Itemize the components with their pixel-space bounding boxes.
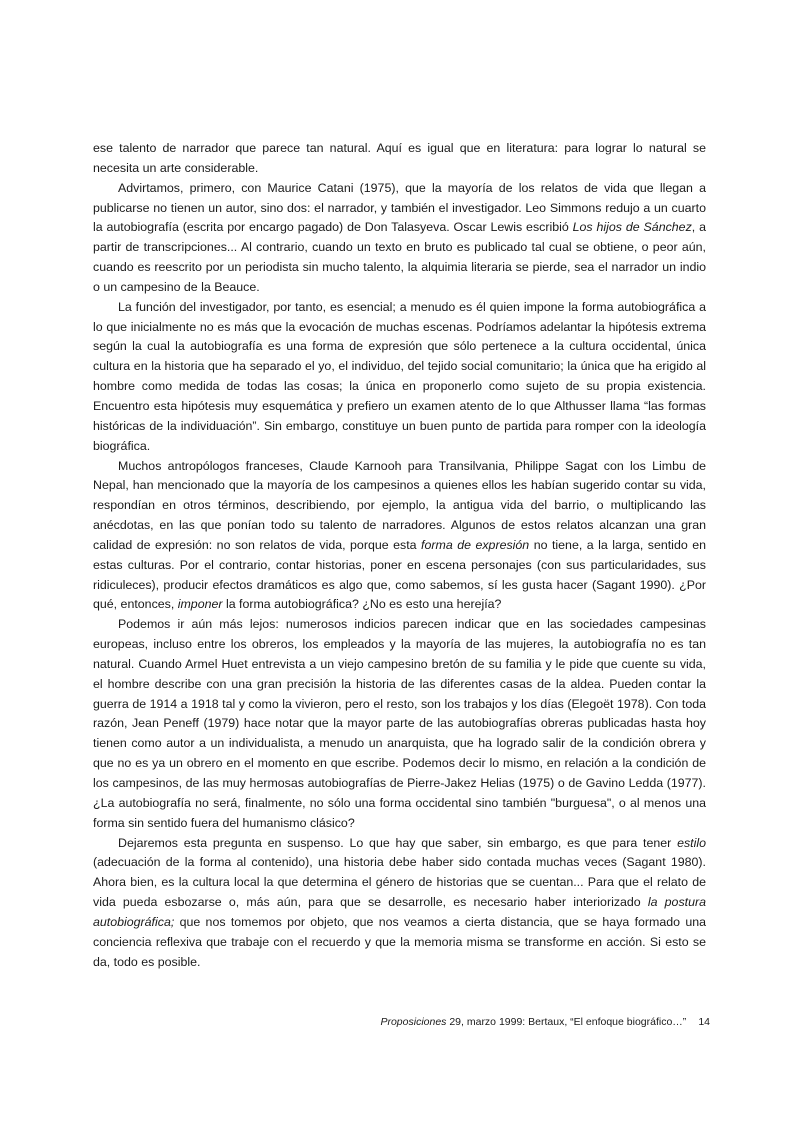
text-run: no tiene, a la larga, sentido en estas culturas. Por el contrario, contar historias, poner en escena personajes (con sus particularidades, sus ridiculeces), producir efectos dramáticos es algo que, como sabemos, sí les gusta hacer (Sagant 1990). ¿Por qué, entonces, [93, 537, 706, 612]
text-run: la forma autobiográfica? ¿No es esto una herejía? [222, 597, 502, 612]
paragraph [93, 298, 706, 457]
italic-text: imponer [177, 597, 223, 612]
footer-citation: 29, marzo 1999: Bertaux, “El enfoque biográfico…” [446, 1016, 687, 1028]
paragraph [93, 139, 706, 179]
body-text [93, 139, 706, 972]
paragraph [93, 457, 706, 616]
text-run: Muchos antropólogos franceses, Claude Karnooh para Transilvania, Philippe Sagat con los Limbu de Nepal, han mencionado que la mayoría de los campesinos a quienes ellos les habían sugerido contar su vida, respondían en otros términos, describiendo, por ejemplo, la antigua vida del barrio, o multiplicando las anécdotas, en las que ponían todo su talento de narradores. Algunos de estos relatos alcanzan una gran calidad de expresión: no son relatos de vida, porque esta [93, 458, 706, 552]
footer-journal: Proposiciones [380, 1016, 447, 1028]
text-run: Advirtamos, primero, con Maurice Catani (1975), que la mayoría de los relatos de vida que llegan a publicarse no tienen un autor, sino dos: el narrador, y también el investigador. Leo Simmons redujo a un cuarto la autobiografía (escrita por encargo pagado) de Don Talasyeva. Oscar Lewis escribió [93, 180, 706, 235]
page-footer [380, 1015, 710, 1029]
text-run: Dejaremos esta pregunta en suspenso. Lo que hay que saber, sin embargo, es que para tener [118, 835, 678, 850]
paragraph [93, 834, 706, 973]
text-run: La función del investigador, por tanto, es esencial; a menudo es él quien impone la forma autobiográfica a lo que inicialmente no es más que la evocación de muchas escenas. Podríamos adelantar la hipótesis extrema según la cual la autobiografía es una forma de expresión que sólo pertenece a la cultura occidental, única cultura en la historia que ha separado el yo, el individuo, del tejido social comunitario; la única que ha erigido al hombre como medida de todas las cosas; la única en proponerlo como sujeto de su propia existencia. Encuentro esta hipótesis muy esquemática y prefiero un examen atento de lo que Althusser llama “las formas históricas de la individuación”. Sin embargo, constituye un buen punto de partida para romper con la ideología biográfica. [93, 299, 706, 453]
page-number: 14 [698, 1016, 710, 1028]
text-run: que nos tomemos por objeto, que nos veamos a cierta distancia, que se haya formado una conciencia reflexiva que trabaje con el recuerdo y que la memoria misma se transforme en acción. Si esto se da, todo es posible. [93, 914, 706, 969]
paragraph [93, 615, 706, 833]
text-run: Podemos ir aún más lejos: numerosos indicios parecen indicar que en las sociedades campesinas europeas, incluso entre los obreros, los empleados y la mayoría de las mujeres, la autobiografía no es tan natural. Cuando Armel Huet entrevista a un viejo campesino bretón de su familia y le pide que cuente su vida, el hombre describe con una gran precisión la historia de las diferentes casas de la aldea. Pueden contar la guerra de 1914 a 1918 tal y como la vivieron, pero el resto, son los trabajos y los días (Elegoët 1978). Con toda razón, Jean Peneff (1979) hace notar que la mayor parte de las autobiografías obreras publicadas hasta hoy tienen como autor a un individualista, a menudo un anarquista, que ha logrado salir de la condición obrera y que no es ya un obrero en el momento en que escribe. Podemos decir lo mismo, en relación a la condición de los campesinos, de las muy hermosas autobiografías de Pierre-Jakez Helias (1975) o de Gavino Ledda (1977). ¿La autobiografía no será, finalmente, no sólo una forma occidental sino también "burguesa", o al menos una forma sin sentido fuera del humanismo clásico? [93, 617, 706, 830]
italic-text: forma de expresión [421, 537, 530, 552]
text-run: (adecuación de la forma al contenido), una historia debe haber sido contada muchas veces (Sagant 1980). Ahora bien, es la cultura local la que determina el género de historias que se cuentan... Para que el relato de vida pueda esbozarse o, más aún, para que se desarrolle, es necesario haber interiorizado [93, 855, 706, 910]
text-run: ese talento de narrador que parece tan natural. Aquí es igual que en literatura: para lograr lo natural se necesita un arte considerable. [93, 141, 706, 175]
italic-text: la postura autobiográfica; [93, 895, 706, 929]
italic-text: Los hijos de Sánchez [572, 220, 692, 235]
paragraph [93, 179, 706, 298]
text-run: , a partir de transcripciones... Al contrario, cuando un texto en bruto es publicado tal cual se obtiene, o peor aún, cuando es reescrito por un periodista sin mucho talento, la alquimia literaria se pierde, sea el narrador un indio o un campesino de la Beauce. [93, 220, 706, 294]
italic-text: estilo [677, 835, 706, 850]
